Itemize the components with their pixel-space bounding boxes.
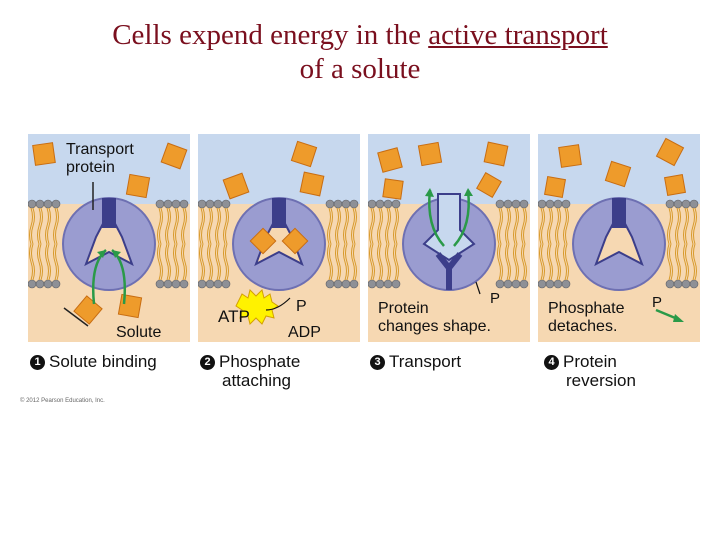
phospholipid-head	[214, 200, 222, 208]
phospholipid-head	[326, 280, 334, 288]
solute-square	[118, 294, 141, 317]
phospholipid-head	[36, 280, 44, 288]
phospholipid-head	[214, 280, 222, 288]
phospholipid-head	[28, 200, 36, 208]
phospholipid-head	[368, 280, 376, 288]
phospholipid-head	[392, 280, 400, 288]
title-underlined-term: active transport	[428, 19, 608, 51]
label-solute: Solute	[116, 324, 162, 341]
phospholipid-head	[496, 200, 504, 208]
phospholipid-head	[520, 280, 528, 288]
phospholipid-head	[326, 200, 334, 208]
label-atp: ATP	[218, 307, 250, 326]
phospholipid-head	[156, 280, 164, 288]
phospholipid-head	[682, 200, 690, 208]
label-phosphate-p: P	[296, 298, 307, 315]
phospholipid-head	[674, 280, 682, 288]
phospholipid-head	[28, 280, 36, 288]
phospholipid-head	[496, 280, 504, 288]
step-number-badge: 3	[370, 355, 385, 370]
copyright-notice: © 2012 Pearson Education, Inc.	[20, 398, 105, 404]
phospholipid-head	[674, 200, 682, 208]
phospholipid-head	[206, 200, 214, 208]
phospholipid-head	[682, 280, 690, 288]
phospholipid-head	[666, 280, 674, 288]
phospholipid-head	[350, 280, 358, 288]
phospholipid-head	[206, 280, 214, 288]
phospholipid-head	[36, 200, 44, 208]
phospholipid-head	[384, 280, 392, 288]
label-phosphate-p-detach: P	[652, 294, 663, 311]
label-phosphate-detaches: Phosphate detaches.	[548, 300, 625, 335]
solute-square	[33, 143, 56, 166]
phospholipid-head	[512, 280, 520, 288]
label-transport-protein: Transport protein	[66, 141, 134, 176]
phospholipid-head	[180, 280, 188, 288]
phospholipid-head	[44, 200, 52, 208]
phospholipid-head	[376, 280, 384, 288]
step-2-caption: 2 Phosphate attaching	[200, 352, 300, 390]
phospholipid-head	[156, 200, 164, 208]
step-3-caption: 3 Transport	[370, 352, 461, 371]
phospholipid-head	[520, 200, 528, 208]
title-line1-prefix: Cells expend energy in the	[112, 19, 429, 51]
phospholipid-head	[546, 200, 554, 208]
title-line2: of a solute	[299, 53, 421, 85]
slide-title	[0, 18, 720, 86]
solute-square	[126, 174, 149, 197]
phospholipid-head	[562, 280, 570, 288]
phospholipid-head	[512, 200, 520, 208]
phospholipid-head	[690, 280, 698, 288]
phospholipid-head	[504, 280, 512, 288]
phospholipid-head	[172, 200, 180, 208]
phospholipid-head	[222, 200, 230, 208]
phospholipid-head	[546, 280, 554, 288]
phospholipid-head	[562, 200, 570, 208]
phospholipid-head	[342, 280, 350, 288]
phospholipid-head	[52, 280, 60, 288]
phospholipid-head	[172, 280, 180, 288]
phospholipid-head	[690, 200, 698, 208]
label-protein-changes-shape: Protein changes shape.	[378, 300, 491, 335]
phospholipid-head	[384, 200, 392, 208]
phospholipid-head	[198, 280, 206, 288]
phospholipid-head	[52, 200, 60, 208]
phospholipid-head	[334, 280, 342, 288]
phospholipid-head	[350, 200, 358, 208]
phospholipid-head	[164, 280, 172, 288]
phospholipid-head	[538, 280, 546, 288]
phospholipid-head	[666, 200, 674, 208]
phospholipid-head	[180, 200, 188, 208]
phospholipid-head	[368, 200, 376, 208]
step-4-caption: 4 Protein reversion	[544, 352, 636, 390]
phospholipid-head	[334, 200, 342, 208]
step-1-caption: 1 Solute binding	[30, 352, 157, 371]
phospholipid-head	[376, 200, 384, 208]
step-number-badge: 4	[544, 355, 559, 370]
phospholipid-head	[198, 200, 206, 208]
phospholipid-head	[538, 200, 546, 208]
phospholipid-head	[342, 200, 350, 208]
phospholipid-head	[392, 200, 400, 208]
step-number-badge: 1	[30, 355, 45, 370]
label-adp: ADP	[288, 324, 321, 341]
phospholipid-head	[222, 280, 230, 288]
step-number-badge: 2	[200, 355, 215, 370]
phospholipid-head	[164, 200, 172, 208]
phospholipid-head	[554, 200, 562, 208]
phospholipid-head	[554, 280, 562, 288]
phospholipid-head	[504, 200, 512, 208]
label-phosphate-p-transport: P	[490, 290, 501, 307]
phospholipid-head	[44, 280, 52, 288]
